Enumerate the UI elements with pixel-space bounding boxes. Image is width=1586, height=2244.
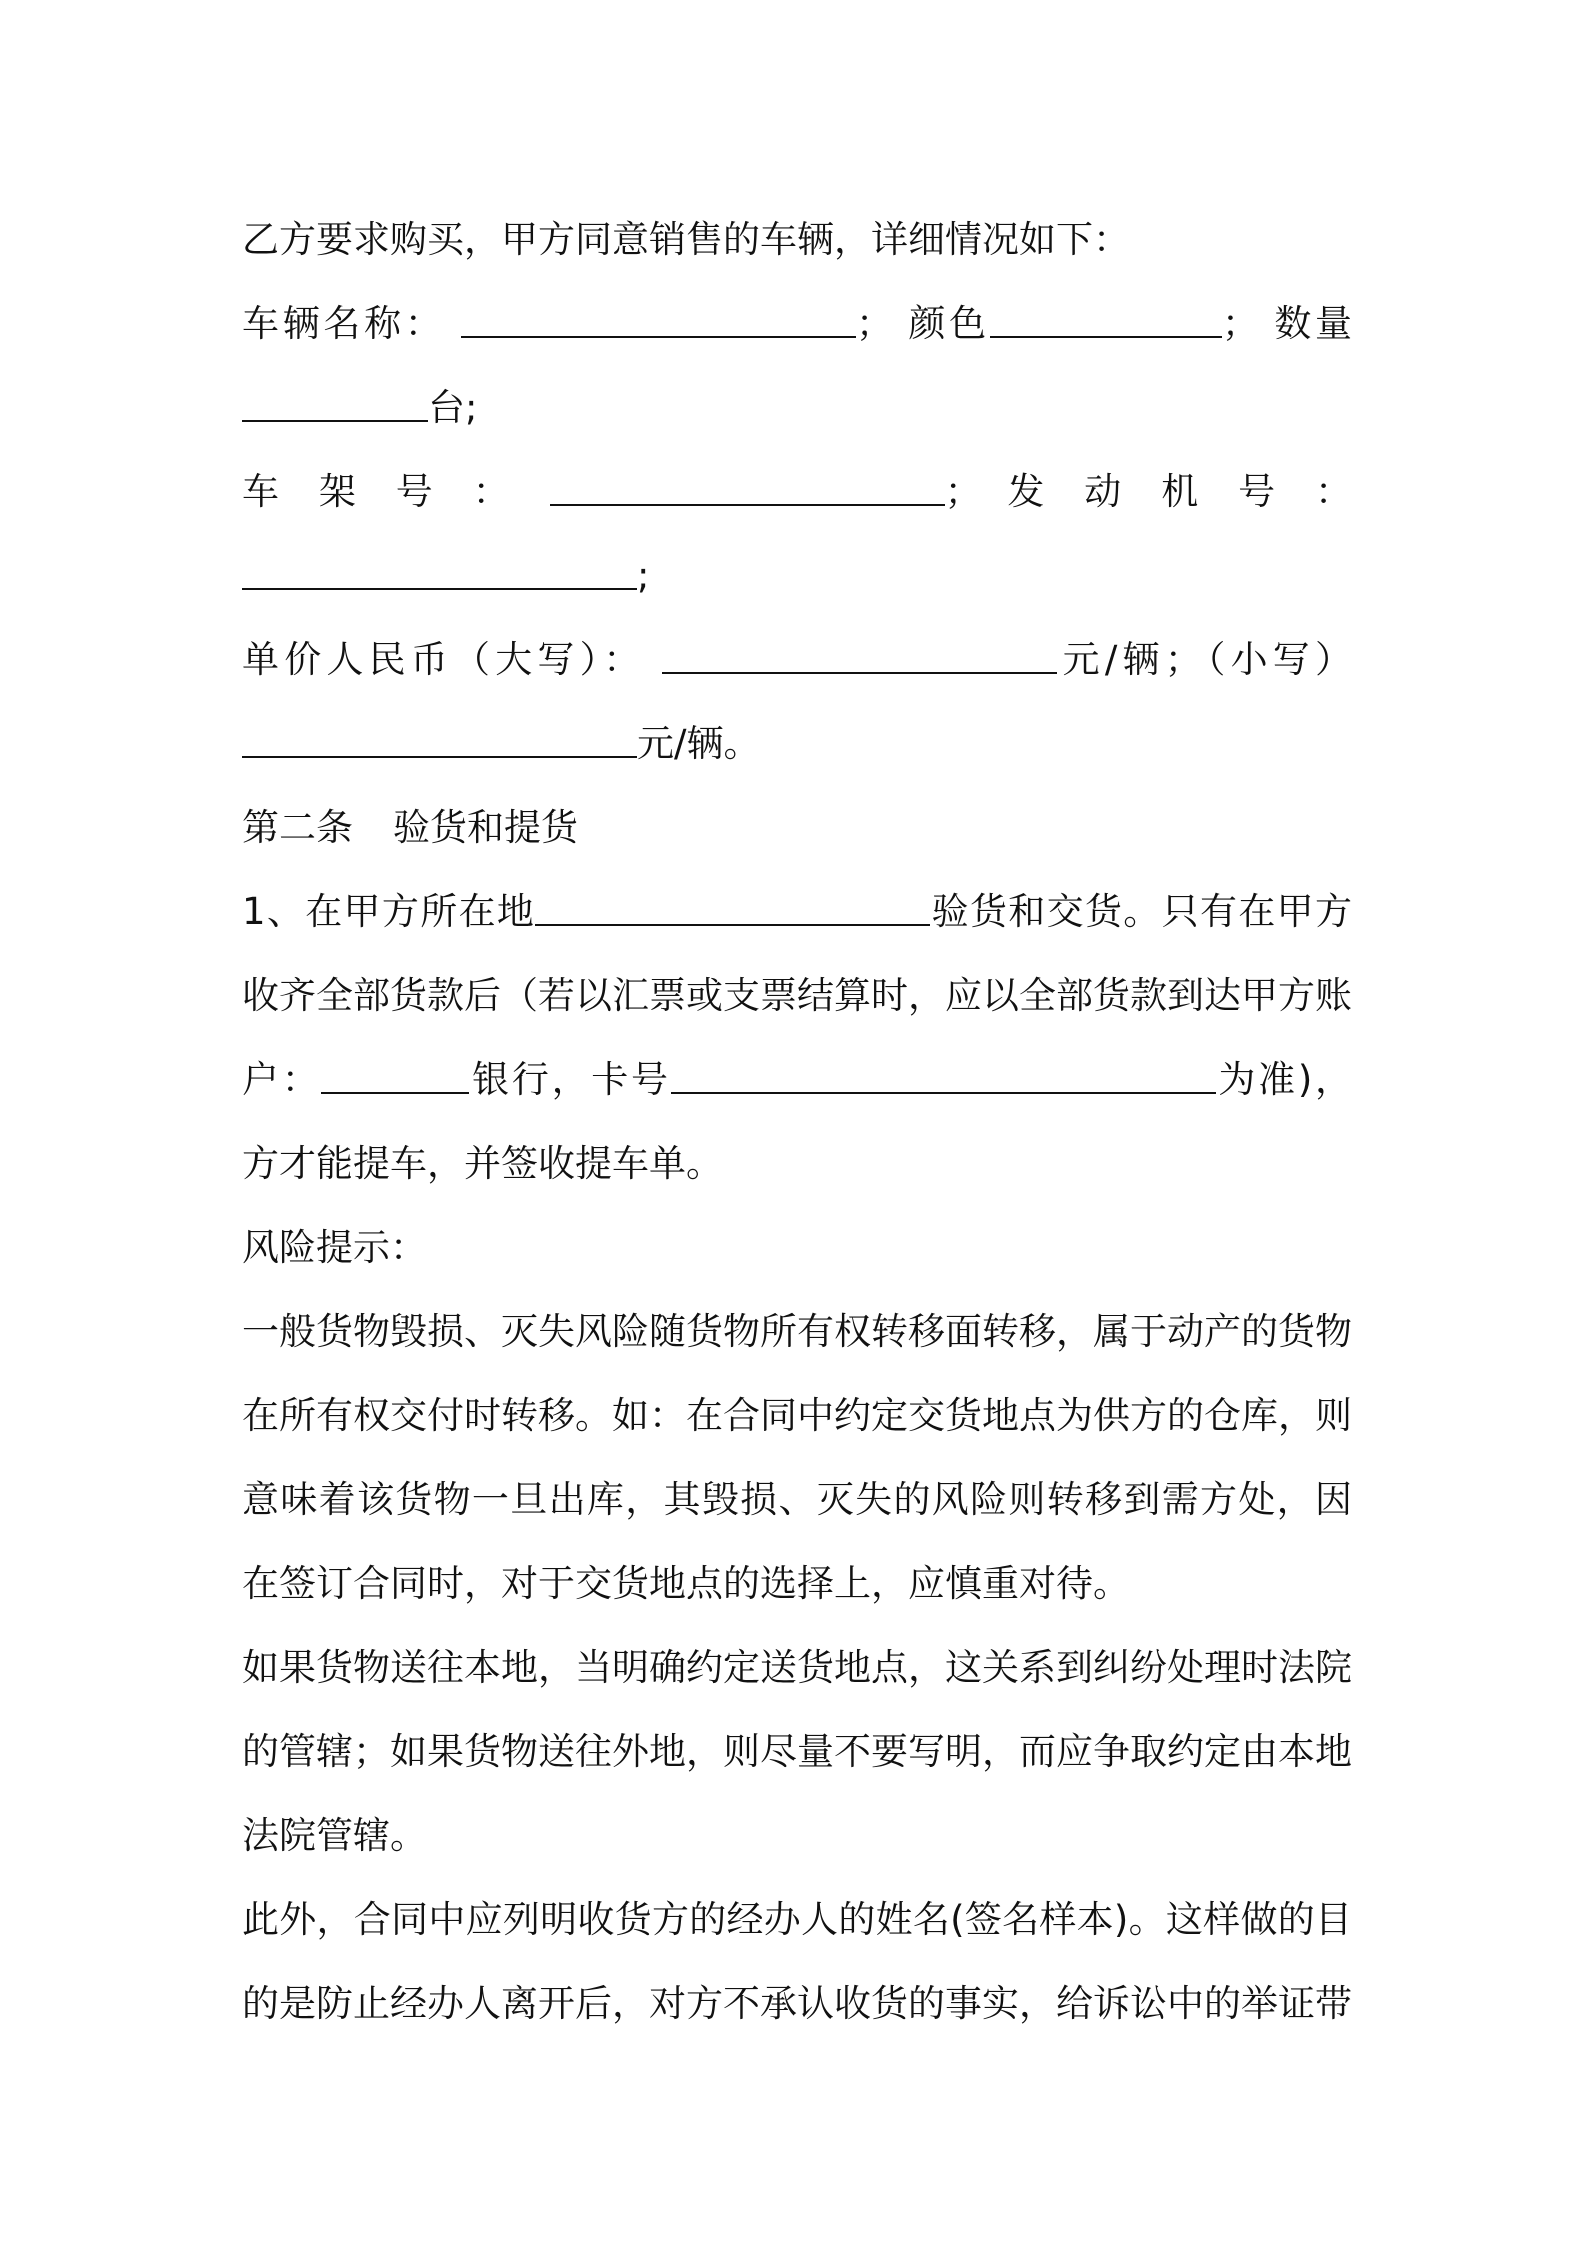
risk-p1-line: [242, 1374, 1352, 1458]
card-number-blank: [671, 1058, 1216, 1094]
clause-1-line-4: [242, 1122, 1352, 1206]
engine-number-blank: [242, 554, 637, 590]
location-blank: [535, 890, 930, 926]
price-lowercase-blank: [242, 722, 637, 758]
intro-line: [242, 198, 1352, 282]
paragraph-text: 此外，合同中应列明收货方的经办人的姓名(签名样本)。这样做的目: [242, 1898, 1352, 1941]
engine-number-line: [242, 534, 1352, 618]
risk-p1-line: [242, 1542, 1352, 1626]
risk-p3-line: [242, 1878, 1352, 1962]
paragraph-text: 的是防止经办人离开后，对方不承认收货的事实，给诉讼中的举证带: [242, 1982, 1352, 2025]
risk-p2-line: [242, 1794, 1352, 1878]
clause-1-delivery-text: 验货和交货。只有在甲方: [930, 890, 1352, 933]
clause-1-line-2: [242, 954, 1352, 1038]
engine-number-label: 发 动 机 号 ：: [1007, 470, 1352, 513]
price-lowercase-line: [242, 702, 1352, 786]
vehicle-name-blank: [461, 302, 856, 338]
vehicle-name-label: 车辆名称：: [242, 302, 446, 345]
paragraph-text: 法院管辖。: [242, 1814, 427, 1857]
clause-1-text: 收齐全部货款后（若以汇票或支票结算时，应以全部货款到达甲方账: [242, 974, 1352, 1017]
risk-p1-line: [242, 1290, 1352, 1374]
article-2-heading: [242, 786, 1352, 870]
paragraph-text: 在签订合同时，对于交货地点的选择上，应慎重对待。: [242, 1562, 1130, 1605]
clause-1-condition-end: 为准)，: [1215, 1058, 1352, 1101]
quantity-line: [242, 366, 1352, 450]
frame-number-label: 车 架 号 ：: [242, 470, 524, 513]
risk-p3-line: [242, 1962, 1352, 2046]
price-line: [242, 618, 1352, 702]
risk-title: 风险提示：: [242, 1226, 427, 1269]
color-blank: [990, 302, 1222, 338]
risk-p1-line: [242, 1458, 1352, 1542]
clause-1-line-1: [242, 870, 1352, 954]
paragraph-text: 一般货物毁损、灭失风险随货物所有权转移面转移，属于动产的货物: [242, 1310, 1352, 1353]
separator: ；: [855, 302, 893, 345]
frame-number-blank: [550, 470, 945, 506]
intro-text: 乙方要求购买，甲方同意销售的车辆，详细情况如下：: [242, 218, 1130, 261]
article-number: 第二条: [242, 806, 353, 849]
frame-engine-line: [242, 450, 1352, 534]
clause-1-location-label: 1、在甲方所在地: [242, 890, 536, 933]
paragraph-text: 在所有权交付时转移。如：在合同中约定交货地点为供方的仓库，则: [242, 1394, 1352, 1437]
risk-p2-line: [242, 1710, 1352, 1794]
price-unit-end: 元/辆。: [637, 722, 761, 765]
bank-card-label: 银行，卡号: [469, 1058, 671, 1101]
account-label: 户：: [242, 1058, 322, 1101]
separator: ；: [1221, 302, 1259, 345]
price-uppercase-label: 单价人民币（大写）：: [242, 638, 646, 681]
price-uppercase-blank: [662, 638, 1057, 674]
clause-1-text: 方才能提车，并签收提车单。: [242, 1142, 723, 1185]
paragraph-text: 的管辖；如果货物送往外地，则尽量不要写明，而应争取约定由本地: [242, 1730, 1352, 1773]
risk-p2-line: [242, 1626, 1352, 1710]
contract-body: [242, 198, 1352, 2046]
article-title: 验货和提货: [393, 806, 578, 849]
color-label: 颜色: [908, 302, 990, 345]
separator: ；: [944, 470, 982, 513]
quantity-blank: [242, 386, 428, 422]
vehicle-name-line: [242, 282, 1352, 366]
bank-blank: [321, 1058, 469, 1094]
paragraph-text: 如果货物送往本地，当明确约定送货地点，这关系到纠纷处理时法院: [242, 1646, 1352, 1689]
risk-title-line: [242, 1206, 1352, 1290]
engine-number-end: ;: [637, 554, 650, 597]
paragraph-text: 意味着该货物一旦出库，其毁损、灭失的风险则转移到需方处，因: [242, 1478, 1352, 1521]
quantity-label: 数量: [1274, 302, 1352, 345]
price-unit-label: 元/辆；（小写）: [1057, 638, 1352, 681]
clause-1-line-3: [242, 1038, 1352, 1122]
quantity-unit: 台;: [428, 386, 478, 429]
